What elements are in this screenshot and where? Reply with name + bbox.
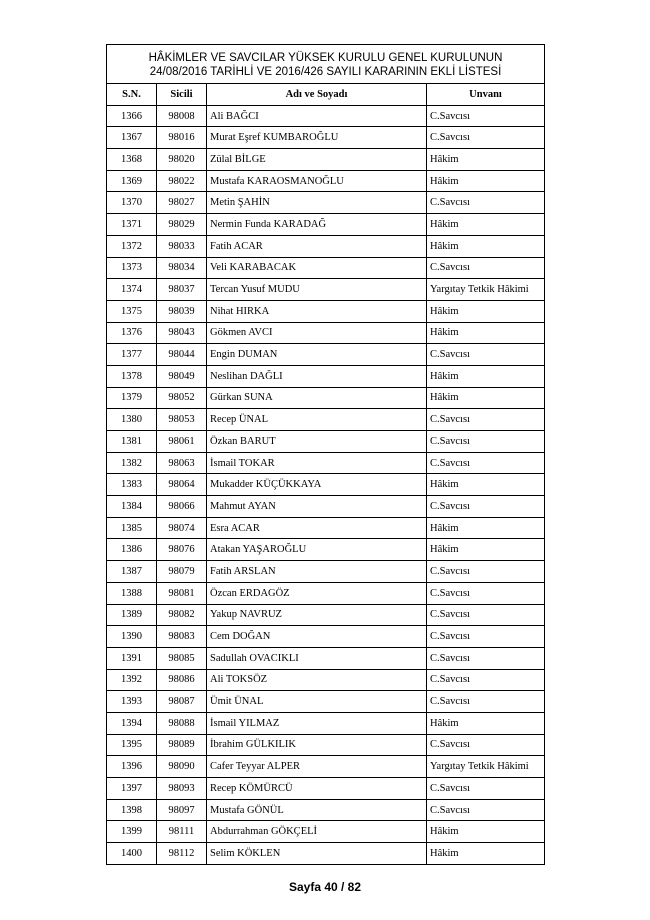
cell-unvan: C.Savcısı bbox=[427, 647, 545, 669]
cell-sn: 1373 bbox=[107, 257, 157, 279]
cell-unvan: Hâkim bbox=[427, 517, 545, 539]
table-row bbox=[107, 604, 545, 626]
table-row bbox=[107, 691, 545, 713]
cell-sicil: 98029 bbox=[157, 214, 207, 236]
cell-name: Zülal BİLGE bbox=[207, 149, 427, 171]
cell-sicil: 98044 bbox=[157, 344, 207, 366]
table-row bbox=[107, 365, 545, 387]
cell-name: İsmail YILMAZ bbox=[207, 712, 427, 734]
cell-sn: 1368 bbox=[107, 149, 157, 171]
table-row bbox=[107, 387, 545, 409]
cell-sicil: 98112 bbox=[157, 843, 207, 865]
cell-unvan: C.Savcısı bbox=[427, 799, 545, 821]
cell-unvan: C.Savcısı bbox=[427, 604, 545, 626]
table-row bbox=[107, 778, 545, 800]
table-row bbox=[107, 431, 545, 453]
cell-name: İbrahim GÜLKILIK bbox=[207, 734, 427, 756]
cell-sn: 1374 bbox=[107, 279, 157, 301]
cell-unvan: Hâkim bbox=[427, 149, 545, 171]
cell-sn: 1366 bbox=[107, 105, 157, 127]
cell-name: Mahmut AYAN bbox=[207, 496, 427, 518]
cell-sicil: 98043 bbox=[157, 322, 207, 344]
table-row bbox=[107, 712, 545, 734]
cell-sn: 1381 bbox=[107, 431, 157, 453]
cell-sn: 1383 bbox=[107, 474, 157, 496]
cell-unvan: Hâkim bbox=[427, 214, 545, 236]
cell-sn: 1369 bbox=[107, 170, 157, 192]
cell-sicil: 98085 bbox=[157, 647, 207, 669]
cell-name: Gökmen AVCI bbox=[207, 322, 427, 344]
cell-sicil: 98049 bbox=[157, 365, 207, 387]
cell-name: Özkan BARUT bbox=[207, 431, 427, 453]
cell-name: Neslihan DAĞLI bbox=[207, 365, 427, 387]
cell-name: Metin ŞAHİN bbox=[207, 192, 427, 214]
cell-sn: 1386 bbox=[107, 539, 157, 561]
cell-sn: 1380 bbox=[107, 409, 157, 431]
cell-sicil: 98093 bbox=[157, 778, 207, 800]
cell-sn: 1388 bbox=[107, 582, 157, 604]
cell-sn: 1396 bbox=[107, 756, 157, 778]
table-row bbox=[107, 105, 545, 127]
cell-sicil: 98053 bbox=[157, 409, 207, 431]
cell-sicil: 98081 bbox=[157, 582, 207, 604]
table-row bbox=[107, 192, 545, 214]
cell-sicil: 98083 bbox=[157, 626, 207, 648]
cell-sicil: 98027 bbox=[157, 192, 207, 214]
cell-sn: 1400 bbox=[107, 843, 157, 865]
cell-sicil: 98064 bbox=[157, 474, 207, 496]
cell-sn: 1392 bbox=[107, 669, 157, 691]
cell-name: Recep KÖMÜRCÜ bbox=[207, 778, 427, 800]
table-row bbox=[107, 170, 545, 192]
cell-unvan: C.Savcısı bbox=[427, 409, 545, 431]
cell-sicil: 98066 bbox=[157, 496, 207, 518]
cell-unvan: C.Savcısı bbox=[427, 778, 545, 800]
cell-sn: 1376 bbox=[107, 322, 157, 344]
cell-name: Cem DOĞAN bbox=[207, 626, 427, 648]
cell-sicil: 98061 bbox=[157, 431, 207, 453]
table-row bbox=[107, 149, 545, 171]
title-line-1: HÂKİMLER VE SAVCILAR YÜKSEK KURULU GENEL KURULUNUN bbox=[148, 52, 503, 64]
table-row bbox=[107, 496, 545, 518]
cell-unvan: Hâkim bbox=[427, 539, 545, 561]
cell-sicil: 98111 bbox=[157, 821, 207, 843]
cell-sicil: 98020 bbox=[157, 149, 207, 171]
table-row bbox=[107, 517, 545, 539]
cell-unvan: C.Savcısı bbox=[427, 691, 545, 713]
cell-sicil: 98074 bbox=[157, 517, 207, 539]
cell-name: Tercan Yusuf MUDU bbox=[207, 279, 427, 301]
cell-name: Özcan ERDAGÖZ bbox=[207, 582, 427, 604]
cell-unvan: Hâkim bbox=[427, 300, 545, 322]
cell-sn: 1387 bbox=[107, 561, 157, 583]
cell-unvan: C.Savcısı bbox=[427, 734, 545, 756]
cell-sicil: 98087 bbox=[157, 691, 207, 713]
table-row bbox=[107, 409, 545, 431]
table-body bbox=[107, 105, 545, 864]
personnel-table bbox=[106, 44, 545, 865]
table-row bbox=[107, 300, 545, 322]
cell-unvan: Hâkim bbox=[427, 843, 545, 865]
cell-sicil: 98022 bbox=[157, 170, 207, 192]
document-title bbox=[107, 45, 545, 84]
cell-sicil: 98034 bbox=[157, 257, 207, 279]
cell-sn: 1390 bbox=[107, 626, 157, 648]
table-row bbox=[107, 582, 545, 604]
cell-unvan: C.Savcısı bbox=[427, 127, 545, 149]
table-row bbox=[107, 799, 545, 821]
cell-sicil: 98076 bbox=[157, 539, 207, 561]
cell-unvan: Hâkim bbox=[427, 821, 545, 843]
cell-unvan: Hâkim bbox=[427, 474, 545, 496]
table-row bbox=[107, 669, 545, 691]
cell-sn: 1397 bbox=[107, 778, 157, 800]
cell-unvan: C.Savcısı bbox=[427, 626, 545, 648]
column-header-name: Adı ve Soyadı bbox=[207, 84, 427, 106]
cell-sn: 1395 bbox=[107, 734, 157, 756]
table-row bbox=[107, 474, 545, 496]
cell-sn: 1389 bbox=[107, 604, 157, 626]
cell-name: Recep ÜNAL bbox=[207, 409, 427, 431]
table-row bbox=[107, 279, 545, 301]
cell-sn: 1372 bbox=[107, 235, 157, 257]
cell-sn: 1371 bbox=[107, 214, 157, 236]
cell-name: Fatih ARSLAN bbox=[207, 561, 427, 583]
table-row bbox=[107, 214, 545, 236]
column-header-sn: S.N. bbox=[107, 84, 157, 106]
cell-sn: 1370 bbox=[107, 192, 157, 214]
cell-unvan: C.Savcısı bbox=[427, 582, 545, 604]
table-row bbox=[107, 756, 545, 778]
cell-sn: 1385 bbox=[107, 517, 157, 539]
cell-sicil: 98088 bbox=[157, 712, 207, 734]
cell-sn: 1379 bbox=[107, 387, 157, 409]
table-row bbox=[107, 647, 545, 669]
cell-name: Atakan YAŞAROĞLU bbox=[207, 539, 427, 561]
cell-unvan: C.Savcısı bbox=[427, 105, 545, 127]
cell-unvan: C.Savcısı bbox=[427, 257, 545, 279]
table-row bbox=[107, 235, 545, 257]
cell-name: Ali TOKSÖZ bbox=[207, 669, 427, 691]
cell-name: Gürkan SUNA bbox=[207, 387, 427, 409]
cell-sicil: 98037 bbox=[157, 279, 207, 301]
cell-sn: 1377 bbox=[107, 344, 157, 366]
cell-unvan: C.Savcısı bbox=[427, 431, 545, 453]
cell-sicil: 98016 bbox=[157, 127, 207, 149]
cell-unvan: C.Savcısı bbox=[427, 192, 545, 214]
table-row bbox=[107, 344, 545, 366]
page-number: Sayfa 40 / 82 bbox=[288, 880, 362, 894]
title-row bbox=[107, 45, 545, 84]
table-row bbox=[107, 734, 545, 756]
table-row bbox=[107, 843, 545, 865]
column-header-sicil: Sicili bbox=[157, 84, 207, 106]
cell-name: Mukadder KÜÇÜKKAYA bbox=[207, 474, 427, 496]
cell-name: Sadullah OVACIKLI bbox=[207, 647, 427, 669]
cell-unvan: Yargıtay Tetkik Hâkimi bbox=[427, 279, 545, 301]
cell-unvan: Hâkim bbox=[427, 322, 545, 344]
cell-name: Ali BAĞCI bbox=[207, 105, 427, 127]
column-header-unvan: Unvanı bbox=[427, 84, 545, 106]
cell-unvan: C.Savcısı bbox=[427, 669, 545, 691]
cell-unvan: C.Savcısı bbox=[427, 344, 545, 366]
cell-sn: 1398 bbox=[107, 799, 157, 821]
cell-sicil: 98052 bbox=[157, 387, 207, 409]
cell-unvan: Hâkim bbox=[427, 235, 545, 257]
cell-sicil: 98039 bbox=[157, 300, 207, 322]
cell-sn: 1393 bbox=[107, 691, 157, 713]
cell-sn: 1394 bbox=[107, 712, 157, 734]
table-row bbox=[107, 322, 545, 344]
cell-name: Engin DUMAN bbox=[207, 344, 427, 366]
cell-unvan: C.Savcısı bbox=[427, 561, 545, 583]
cell-unvan: Yargıtay Tetkik Hâkimi bbox=[427, 756, 545, 778]
cell-name: Murat Eşref KUMBAROĞLU bbox=[207, 127, 427, 149]
table-row bbox=[107, 452, 545, 474]
cell-sn: 1399 bbox=[107, 821, 157, 843]
table-row bbox=[107, 539, 545, 561]
cell-unvan: C.Savcısı bbox=[427, 452, 545, 474]
column-header-row bbox=[107, 84, 545, 106]
cell-name: Fatih ACAR bbox=[207, 235, 427, 257]
cell-unvan: C.Savcısı bbox=[427, 496, 545, 518]
cell-name: Selim KÖKLEN bbox=[207, 843, 427, 865]
cell-sicil: 98086 bbox=[157, 669, 207, 691]
cell-name: Nermin Funda KARADAĞ bbox=[207, 214, 427, 236]
cell-sn: 1367 bbox=[107, 127, 157, 149]
cell-sicil: 98097 bbox=[157, 799, 207, 821]
title-line-2: 24/08/2016 TARİHLİ VE 2016/426 SAYILI KARARININ EKLİ LİSTESİ bbox=[149, 66, 502, 78]
cell-unvan: Hâkim bbox=[427, 365, 545, 387]
cell-name: Mustafa GÖNÜL bbox=[207, 799, 427, 821]
cell-sicil: 98079 bbox=[157, 561, 207, 583]
cell-sicil: 98033 bbox=[157, 235, 207, 257]
cell-name: Mustafa KARAOSMANOĞLU bbox=[207, 170, 427, 192]
cell-name: Nihat HIRKA bbox=[207, 300, 427, 322]
cell-unvan: Hâkim bbox=[427, 387, 545, 409]
cell-name: İsmail TOKAR bbox=[207, 452, 427, 474]
table-row bbox=[107, 561, 545, 583]
cell-sn: 1378 bbox=[107, 365, 157, 387]
cell-name: Yakup NAVRUZ bbox=[207, 604, 427, 626]
cell-name: Abdurrahman GÖKÇELİ bbox=[207, 821, 427, 843]
table-row bbox=[107, 127, 545, 149]
table-row bbox=[107, 257, 545, 279]
cell-unvan: Hâkim bbox=[427, 170, 545, 192]
cell-name: Cafer Teyyar ALPER bbox=[207, 756, 427, 778]
cell-sn: 1384 bbox=[107, 496, 157, 518]
cell-unvan: Hâkim bbox=[427, 712, 545, 734]
cell-sn: 1382 bbox=[107, 452, 157, 474]
cell-sicil: 98090 bbox=[157, 756, 207, 778]
cell-sicil: 98089 bbox=[157, 734, 207, 756]
table-row bbox=[107, 821, 545, 843]
cell-name: Esra ACAR bbox=[207, 517, 427, 539]
cell-sicil: 98008 bbox=[157, 105, 207, 127]
table-row bbox=[107, 626, 545, 648]
cell-sicil: 98063 bbox=[157, 452, 207, 474]
cell-sicil: 98082 bbox=[157, 604, 207, 626]
cell-sn: 1391 bbox=[107, 647, 157, 669]
cell-name: Ümit ÜNAL bbox=[207, 691, 427, 713]
cell-sn: 1375 bbox=[107, 300, 157, 322]
cell-name: Veli KARABACAK bbox=[207, 257, 427, 279]
